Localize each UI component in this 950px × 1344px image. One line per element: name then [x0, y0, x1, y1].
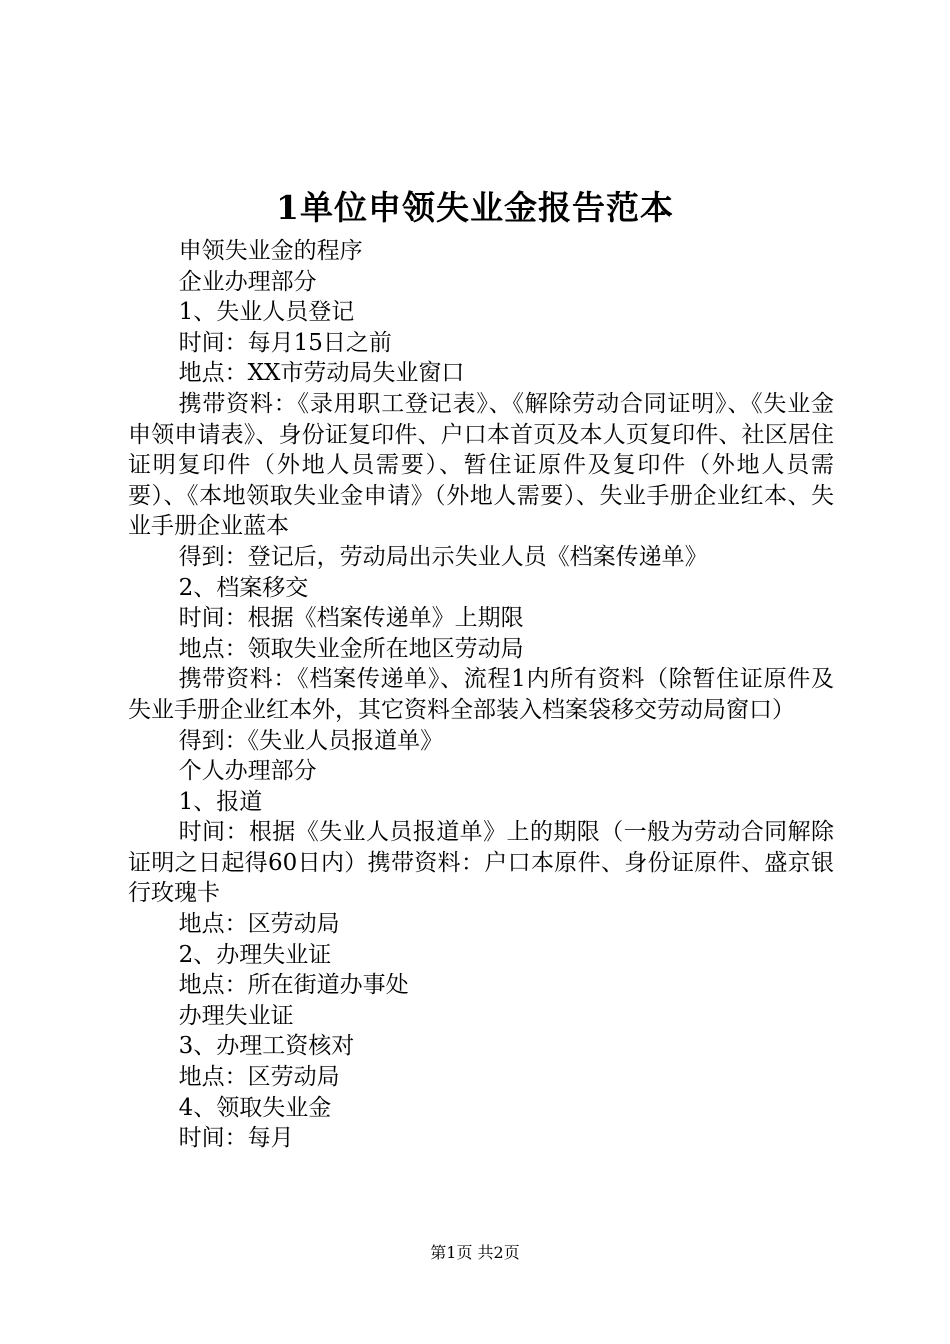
step-heading: 4、领取失业金 — [178, 1094, 332, 1121]
paragraph: 携带资料：《录用职工登记表》、《解除劳动合同证明》、《失业金申领申请表》、身份证复印件、户口本首页及本人页复印件、社区居住证明复印件（外地人员需要）、暂住证原件及复印件（外地人员需要）、《本地领取失业金申请》（外地人需要）、失业手册企业红本、失业手册企业蓝本 — [128, 390, 834, 540]
paragraph: 办理失业证 — [178, 1002, 294, 1029]
section-heading: 企业办理部分 — [178, 268, 317, 295]
step-heading: 2、档案移交 — [178, 574, 309, 601]
paragraph: 时间：根据《失业人员报道单》上的期限（一般为劳动合同解除证明之日起得60日内）携带资料：户口本原件、身份证原件、盛京银行玫瑰卡 — [128, 819, 834, 907]
paragraph: 携带资料：《档案传递单》、流程1内所有资料（除暂住证原件及失业手册企业红本外，其它资料全部装入档案袋移交劳动局窗口） — [128, 666, 834, 723]
document-body — [128, 236, 834, 1154]
paragraph: 地点：领取失业金所在地区劳动局 — [178, 635, 524, 662]
page-footer — [0, 1242, 950, 1264]
paragraph: 地点：XX市劳动局失业窗口 — [178, 360, 465, 387]
page-total: 共2页 — [477, 1243, 520, 1262]
paragraph: 地点：区劳动局 — [178, 911, 340, 938]
section-heading: 个人办理部分 — [178, 758, 317, 785]
step-heading: 3、办理工资核对 — [178, 1033, 355, 1060]
step-heading: 1、失业人员登记 — [178, 299, 355, 326]
paragraph: 得到：登记后，劳动局出示失业人员《档案传递单》 — [178, 543, 708, 570]
paragraph: 时间：每月15日之前 — [178, 329, 392, 356]
paragraph: 得到：《失业人员报道单》 — [178, 727, 444, 754]
page-number: 第1页 — [430, 1243, 473, 1262]
paragraph: 时间：根据《档案传递单》上期限 — [178, 605, 524, 632]
step-heading: 1、报道 — [178, 788, 263, 815]
paragraph: 地点：区劳动局 — [178, 1064, 340, 1091]
paragraph: 地点：所在街道办事处 — [178, 972, 409, 999]
paragraph: 申领失业金的程序 — [178, 238, 363, 264]
step-heading: 2、办理失业证 — [178, 941, 332, 968]
paragraph: 时间：每月 — [178, 1125, 294, 1152]
document-title: 1单位申领失业金报告范本 — [276, 188, 674, 227]
